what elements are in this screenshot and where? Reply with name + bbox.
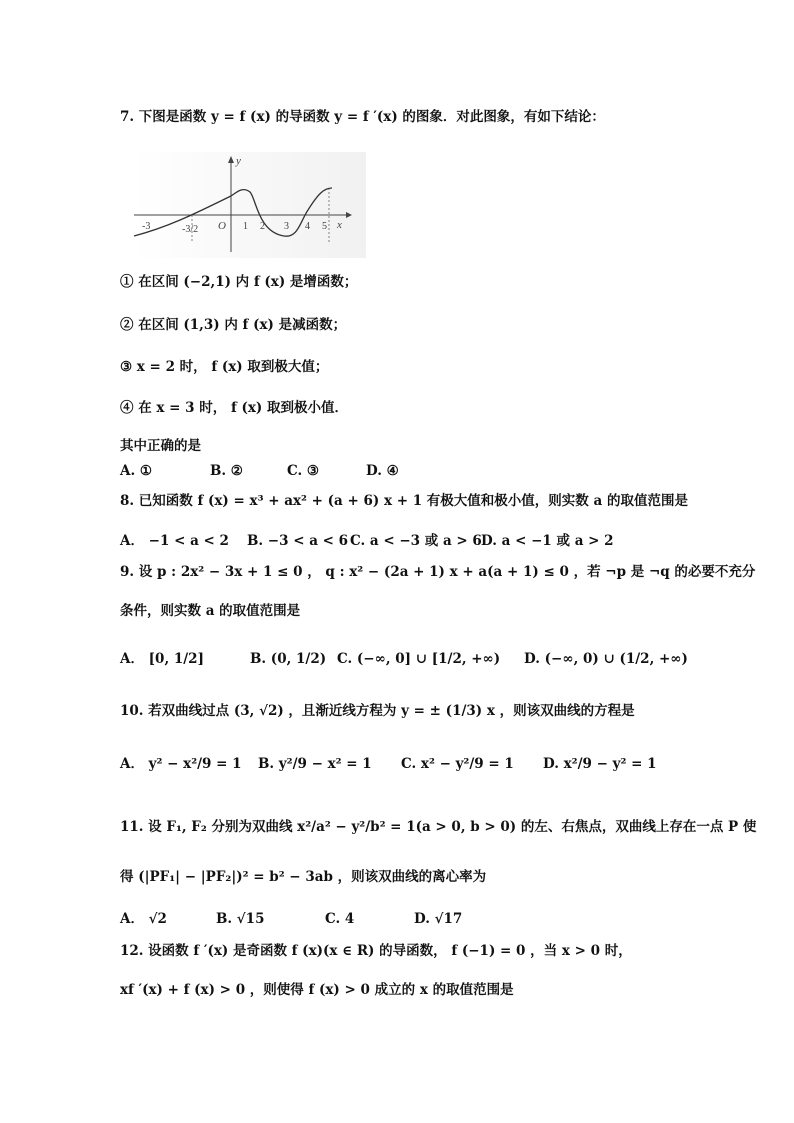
q12-stem-line1: 12. 设函数 f ′(x) 是奇函数 f (x)(x ∈ R) 的导函数， f (−1) = 0 ，当 x > 0 时， — [120, 943, 632, 959]
q8-option-b: B. −3 < a < 6 — [247, 533, 349, 549]
origin-label: O — [218, 220, 226, 232]
xtick-label: 3 — [284, 221, 289, 232]
q7-stem: 7. 下图是函数 y = f (x) 的导函数 y = f ′(x) 的图象．对此图象，有如下结论： — [120, 109, 605, 125]
q10-option-c: C. x² − y²/9 = 1 — [401, 756, 514, 772]
q9-option-a: A． [0, 1/2] — [120, 651, 204, 667]
xtick-label: -3 — [142, 221, 151, 232]
q11-option-d: D. √17 — [414, 911, 463, 927]
xtick-label: -3/2 — [182, 224, 199, 235]
q7-conclusion-4: ④ 在 x = 3 时， f (x) 取到极小值． — [120, 400, 348, 416]
q8-stem: 8. 已知函数 f (x) = x³ + ax² + (a + 6) x + 1 有极大值和极小值，则实数 a 的取值范围是 — [120, 493, 688, 509]
q7-option-b: B. ② — [210, 463, 243, 479]
q8-option-c: C. a < −3 或 a > 6 — [350, 533, 482, 549]
xtick-label: 1 — [243, 221, 248, 232]
q12-stem-line2: xf ′(x) + f (x) > 0 ，则使得 f (x) > 0 成立的 x 的取值范围是 — [120, 982, 514, 998]
q11-option-a: A． √2 — [120, 911, 167, 927]
q7-option-d: D. ④ — [366, 463, 399, 479]
q7-option-a: A. ① — [120, 463, 152, 479]
q7-conclusion-1: ① 在区间 (−2,1) 内 f (x) 是增函数； — [120, 274, 358, 290]
q9-option-d: D. (−∞, 0) ∪ (1/2, +∞) — [524, 651, 688, 667]
q9-stem-line1: 9. 设 p : 2x² − 3x + 1 ≤ 0 ， q : x² − (2a + 1) x + a(a + 1) ≤ 0 ，若 ¬p 是 ¬q 的必要不充分 — [120, 564, 756, 580]
q8-option-d: D. a < −1 或 a > 2 — [481, 533, 614, 549]
derivative-graph — [132, 152, 366, 258]
y-axis-label: y — [236, 155, 241, 167]
q11-option-b: B. √15 — [216, 911, 265, 927]
q11-option-c: C. 4 — [325, 911, 355, 927]
q11-stem-line2: 得 (|PF₁| − |PF₂|)² = b² − 3ab ，则该双曲线的离心率为 — [120, 869, 487, 885]
q8-option-a: A． −1 < a < 2 — [120, 533, 229, 549]
q7-conclusion-2: ② 在区间 (1,3) 内 f (x) 是减函数； — [120, 317, 347, 333]
q11-stem-line1: 11. 设 F₁, F₂ 分别为双曲线 x²/a² − y²/b² = 1(a > 0, b > 0) 的左、右焦点，双曲线上存在一点 P 使 — [120, 819, 757, 835]
q10-option-b: B. y²/9 − x² = 1 — [258, 756, 372, 772]
q7-ask: 其中正确的是 — [120, 438, 201, 454]
q7-conclusion-3: ③ x = 2 时， f (x) 取到极大值； — [120, 359, 329, 375]
xtick-label: 4 — [305, 221, 310, 232]
q10-option-d: D. x²/9 − y² = 1 — [543, 756, 657, 772]
q7-option-c: C. ③ — [287, 463, 320, 479]
x-axis-label: x — [337, 219, 342, 231]
q9-option-b: B. (0, 1/2) — [250, 651, 327, 667]
xtick-label: 5 — [322, 221, 327, 232]
q9-option-c: C. (−∞, 0] ∪ [1/2, +∞) — [337, 651, 501, 667]
q9-stem-line2: 条件，则实数 a 的取值范围是 — [120, 603, 301, 619]
xtick-label: 2 — [260, 221, 265, 232]
q10-stem: 10. 若双曲线过点 (3, √2) ，且渐近线方程为 y = ± (1/3) x ，则该双曲线的方程是 — [120, 703, 635, 719]
q10-option-a: A． y² − x²/9 = 1 — [120, 756, 242, 772]
